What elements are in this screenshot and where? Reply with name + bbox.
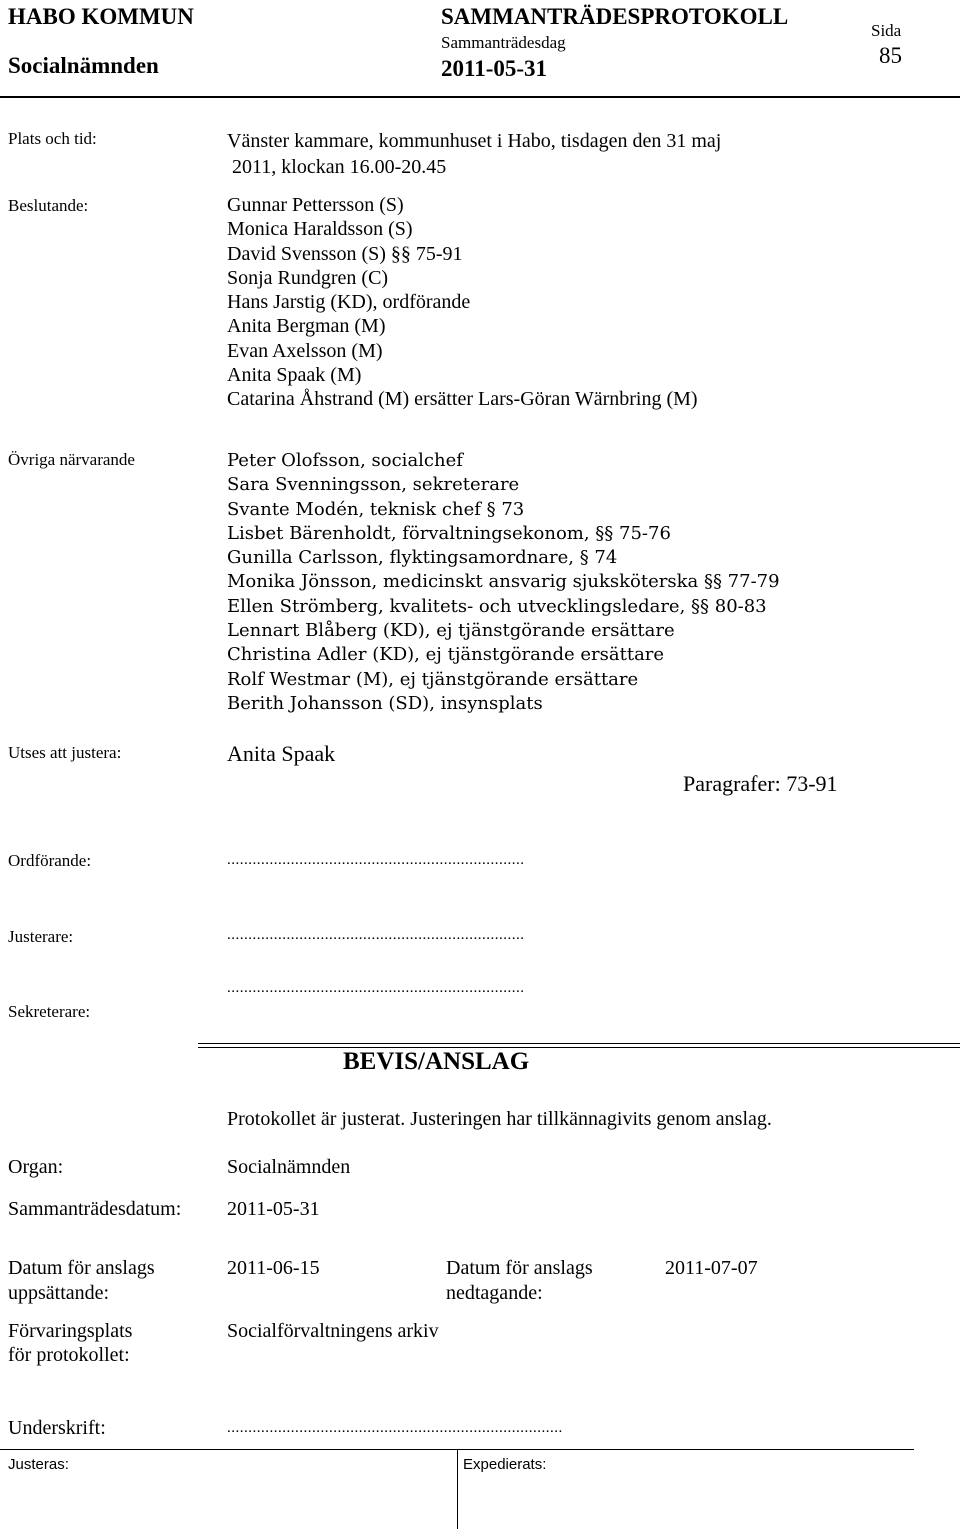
decision-maker: Anita Bergman (M)	[227, 315, 386, 338]
attendee: Gunilla Carlsson, flyktingsamordnare, § 74	[227, 547, 618, 569]
notice-rule-bottom	[198, 1047, 960, 1048]
place-time-line-2: 2011, klockan 16.00-20.45	[232, 156, 447, 178]
decision-maker: Evan Axelsson (M)	[227, 339, 383, 362]
attendee: Sara Svenningsson, sekreterare	[227, 474, 520, 496]
org-name: HABO KOMMUN	[8, 4, 194, 29]
attendee: Rolf Westmar (M), ej tjänstgörande ersättare	[227, 668, 639, 690]
decision-maker: Gunnar Pettersson (S)	[227, 194, 404, 216]
header-divider	[0, 96, 960, 98]
storage-value: Socialförvaltningens arkiv	[227, 1320, 439, 1342]
decision-maker: Hans Jarstig (KD), ordförande	[227, 291, 471, 314]
decision-makers-label: Beslutande:	[8, 196, 89, 215]
chair-signature-line: ......................................................................	[227, 852, 525, 868]
meeting-date-notice-label: Sammanträdesdatum:	[8, 1198, 182, 1220]
place-time-label: Plats och tid:	[8, 129, 97, 148]
posted-date-label-1: Datum för anslags	[8, 1257, 155, 1279]
posted-date-label-2: uppsättande:	[8, 1282, 110, 1304]
attendee: Svante Modén, teknisk chef § 73	[227, 498, 525, 520]
attendee: Ellen Strömberg, kvalitets- och utvecklingsledare, §§ 80-83	[227, 595, 767, 617]
secretary-signature-line: ......................................................................	[227, 980, 525, 996]
secretary-label: Sekreterare:	[8, 1002, 91, 1021]
signature-line: ...............................................................................	[227, 1420, 563, 1436]
attendee: Christina Adler (KD), ej tjänstgörande ersättare	[227, 644, 665, 666]
notice-rule-top	[198, 1043, 960, 1044]
place-time-line-1: Vänster kammare, kommunhuset i Habo, tisdagen den 31 maj	[227, 130, 722, 152]
storage-label-1: Förvaringsplats	[8, 1320, 133, 1342]
page-number: 85	[879, 43, 902, 68]
committee-name: Socialnämnden	[8, 53, 159, 78]
attendee: Lisbet Bärenholdt, förvaltningsekonom, §§ 75-76	[227, 522, 671, 544]
document-type: SAMMANTRÄDESPROTOKOLL	[441, 4, 789, 29]
chair-label: Ordförande:	[8, 851, 92, 870]
meeting-date-label: Sammanträdesdag	[441, 33, 566, 52]
signature-label: Underskrift:	[8, 1417, 106, 1439]
attendee: Peter Olofsson, socialchef	[227, 450, 463, 471]
removed-date-label-1: Datum för anslags	[446, 1257, 593, 1279]
organ-label: Organ:	[8, 1156, 64, 1178]
decision-maker: Anita Spaak (M)	[227, 364, 362, 387]
attendee: Lennart Blåberg (KD), ej tjänstgörande ersättare	[227, 620, 675, 642]
meeting-date-notice-value: 2011-05-31	[227, 1198, 320, 1220]
attendee: Monika Jönsson, medicinskt ansvarig sjuksköterska §§ 77-79	[227, 571, 780, 593]
others-present-list	[227, 449, 780, 716]
attendee: Berith Johansson (SD), insynsplats	[227, 692, 543, 714]
others-present-label: Övriga närvarande	[8, 450, 135, 469]
storage-label-2: för protokollet:	[8, 1344, 130, 1366]
page-label: Sida	[871, 21, 902, 40]
meeting-date: 2011-05-31	[441, 56, 548, 81]
adjuster-name: Anita Spaak	[227, 741, 336, 766]
decision-maker: Catarina Åhstrand (M) ersätter Lars-Göran Wärnbring (M)	[227, 388, 698, 411]
posted-date-value: 2011-06-15	[227, 1257, 320, 1279]
adjuster-signature-line: ......................................................................	[227, 927, 525, 943]
removed-date-label-2: nedtagande:	[446, 1282, 543, 1304]
footer-column-divider	[457, 1449, 458, 1529]
removed-date-value: 2011-07-07	[665, 1257, 758, 1279]
decision-makers-list	[227, 193, 698, 412]
notice-statement: Protokollet är justerat. Justeringen har tillkännagivits genom anslag.	[227, 1108, 772, 1130]
paragraph-range: Paragrafer: 73-91	[683, 771, 838, 796]
adjusted-label: Justeras:	[8, 1456, 69, 1473]
organ-value: Socialnämnden	[227, 1156, 351, 1178]
adjuster-label: Utses att justera:	[8, 743, 122, 762]
notice-title: BEVIS/ANSLAG	[343, 1048, 530, 1075]
adjuster-signature-label: Justerare:	[8, 927, 74, 946]
decision-maker: David Svensson (S) §§ 75-91	[227, 242, 463, 265]
decision-maker: Monica Haraldsson (S)	[227, 218, 413, 241]
dispatched-label: Expedierats:	[463, 1456, 547, 1473]
decision-maker: Sonja Rundgren (C)	[227, 266, 389, 289]
